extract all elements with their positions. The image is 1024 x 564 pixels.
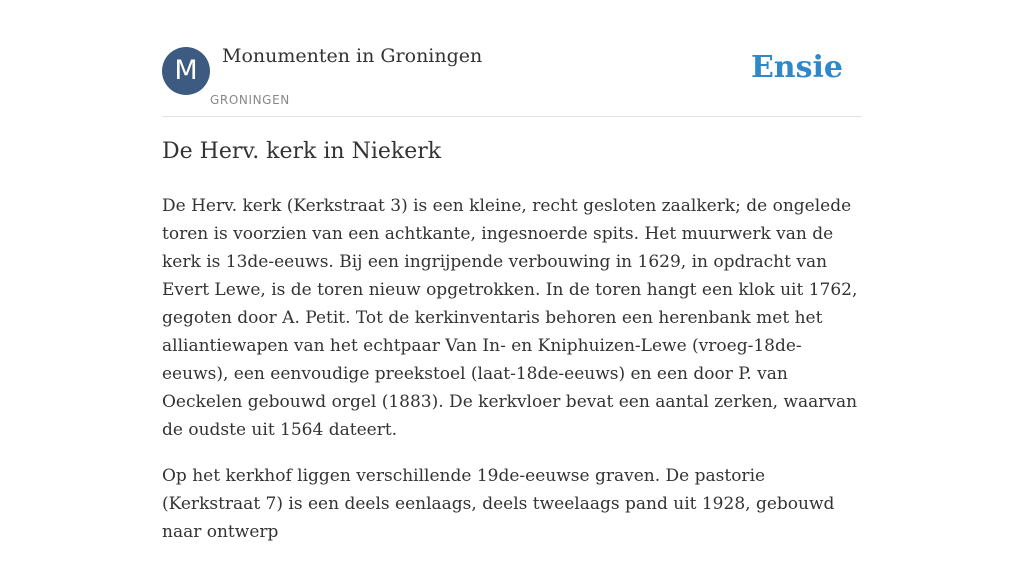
avatar[interactable]: M [162,47,210,95]
article-body [162,192,862,564]
source-title[interactable]: Monumenten in Groningen [222,45,483,67]
source-subtitle[interactable]: GRONINGEN [210,93,290,107]
article-paragraph: De Herv. kerk (Kerkstraat 3) is een kleine, recht gesloten zaalkerk; de ongelede toren is voorzien van een achtkante, ingesnoerde spits. Het muurwerk van de kerk is 13de-eeuws. Bij een ingrijpende verbouwing in 1629, in opdracht van Evert Lewe, is de toren nieuw opgetrokken. In de toren hangt een klok uit 1762, gegoten door A. Petit. Tot de kerkinventaris behoren een herenbank met het alliantiewapen van het echtpaar Van In- en Kniphuizen-Lewe (vroeg-18de-eeuws), een eenvoudige preekstoel (laat-18de-eeuws) en een door P. van Oeckelen gebouwd orgel (1883). De kerkvloer bevat een aantal zerken, waarvan de oudste uit 1564 dateert. [162,196,858,440]
article-paragraph: Op het kerkhof liggen verschillende 19de-eeuwse graven. De pastorie (Kerkstraat 7) is een deels eenlaags, deels tweelaags pand uit 1928, gebouwd naar ontwerp [162,466,835,542]
source-header [162,0,862,117]
brand-logo[interactable]: Ensie [750,50,843,85]
article-title: De Herv. kerk in Niekerk [162,139,442,164]
